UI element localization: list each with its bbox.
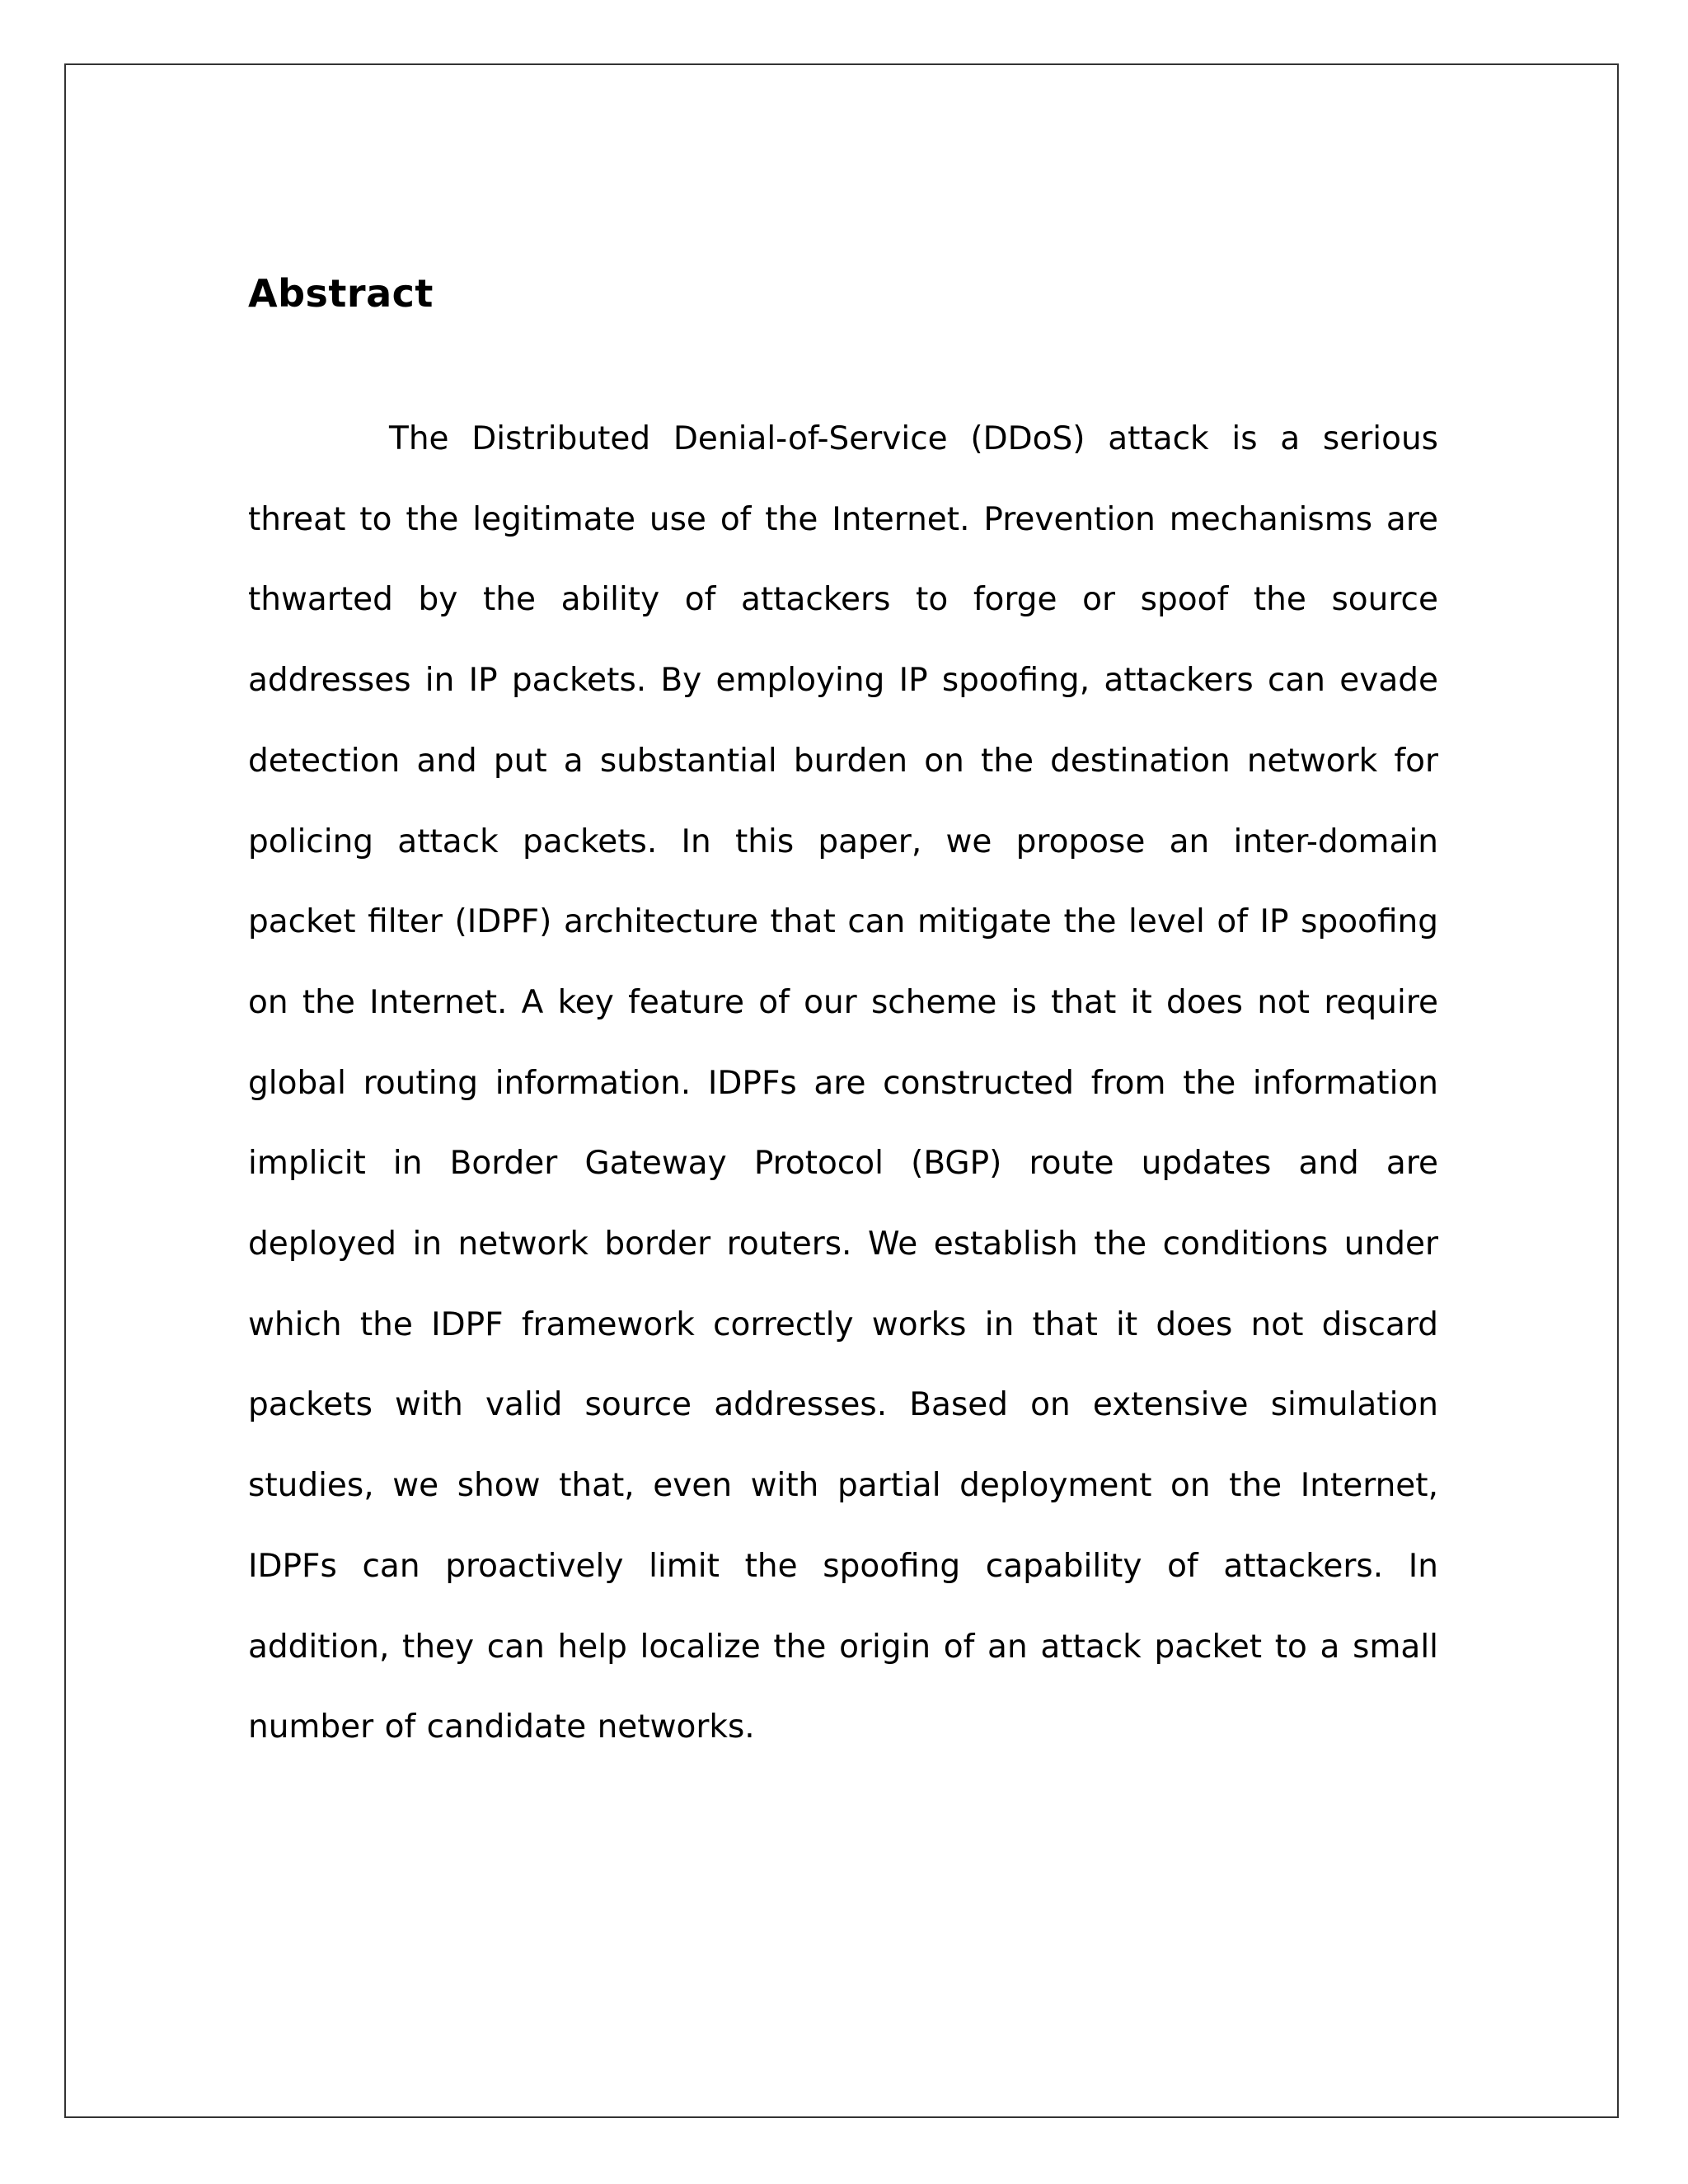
abstract-section — [248, 264, 1438, 1768]
abstract-heading: Abstract — [248, 271, 434, 316]
abstract-body: The Distributed Denial-of-Service (DDoS) attack is a serious threat to the legitimate use of the Internet. Prevention mechanisms are thwarted by the ability of attackers to forge or spoof the source addresses in IP packets. By employing IP spoofing, attackers can evade detection and put a substantial burden on the destination network for policing attack packets. In this paper, we propose an inter-domain packet filter (IDPF) architecture that can mitigate the level of IP spoofing on the Internet. A key feature of our scheme is that it does not require global routing information. IDPFs are constructed from the information implicit in Border Gateway Protocol (BGP) route updates and are deployed in network border routers. We establish the conditions under which the IDPF framework correctly works in that it does not discard packets with valid source addresses. Based on extensive simulation studies, we show that, even with partial deployment on the Internet, IDPFs can proactively limit the spoofing capability of attackers. In addition, they can help localize the origin of an attack packet to a small number of candidate networks. — [248, 420, 1438, 1746]
